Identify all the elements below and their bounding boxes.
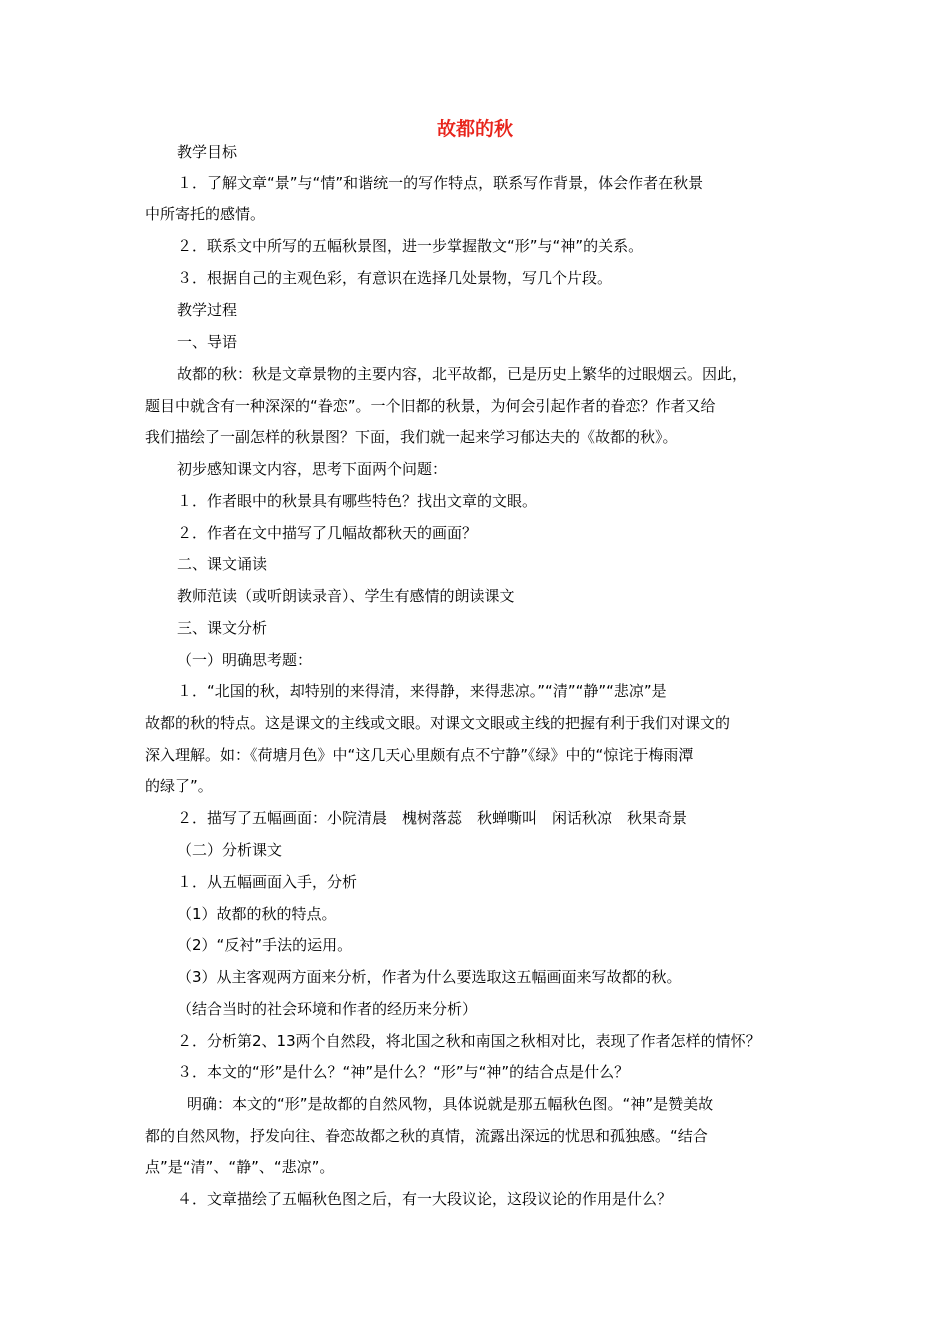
text-line: 故都的秋的特点。这是课文的主线或文眼。对课文文眼或主线的把握有利于我们对课文的	[145, 714, 731, 732]
text-line: 初步感知课文内容，思考下面两个问题：	[177, 460, 448, 478]
text-line: 都的自然风物，抒发向往、眷恋故都之秋的真情，流露出深远的忧思和孤独感。“结合	[145, 1127, 708, 1145]
section-heading: 教学过程	[177, 301, 238, 319]
text-line: （结合当时的社会环境和作者的经历来分析）	[177, 1000, 478, 1018]
text-line: 中所寄托的感情。	[145, 205, 266, 223]
text-line: ２．联系文中所写的五幅秋景图，进一步掌握散文“形”与“神”的关系。	[177, 237, 644, 255]
text-line: 教学目标	[177, 143, 238, 161]
text-line: ３．本文的“形”是什么？“神”是什么？“形”与“神”的结合点是什么？	[177, 1063, 630, 1081]
text-line: 深入理解。如：《荷塘月色》中“这几天心里颇有点不宁静”《绿》中的“惊诧于梅雨潭	[145, 746, 694, 764]
text-line: （二）分析课文	[177, 841, 283, 859]
text-line: （3）从主客观两方面来分析，作者为什么要选取这五幅画面来写故都的秋。	[177, 968, 682, 986]
text-line: （2）“反衬”手法的运用。	[177, 936, 353, 954]
text-line: ２．描写了五幅画面：小院清晨 槐树落蕊 秋蝉嘶叫 闲话秋凉 秋果奇景	[177, 809, 688, 827]
section-heading: 二、课文诵读	[177, 555, 268, 573]
text-line: 我们描绘了一副怎样的秋景图？下面，我们就一起来学习郁达夫的《故都的秋》。	[145, 428, 678, 446]
section-heading: 一、导语	[177, 333, 238, 351]
text-line: １．作者眼中的秋景具有哪些特色？找出文章的文眼。	[177, 492, 538, 510]
document-title: 故都的秋	[436, 118, 513, 140]
text-line: ２．作者在文中描写了几幅故都秋天的画面？	[177, 524, 478, 542]
text-line: １．从五幅画面入手，分析	[177, 873, 358, 891]
text-line: １．了解文章“景”与“情”和谐统一的写作特点，联系写作背景，体会作者在秋景	[177, 174, 704, 192]
text-line: ３．根据自己的主观色彩，有意识在选择几处景物，写几个片段。	[177, 269, 613, 287]
text-line: 明确：本文的“形”是故都的自然风物，具体说就是那五幅秋色图。“神”是赞美故	[187, 1095, 714, 1113]
text-line: ４．文章描绘了五幅秋色图之后，有一大段议论，这段议论的作用是什么？	[177, 1190, 673, 1208]
text-line: 故都的秋：秋是文章景物的主要内容，北平故都，已是历史上繁华的过眼烟云。因此，	[177, 365, 748, 383]
text-line: 教师范读（或听朗读录音）、学生有感情的朗读课文	[177, 587, 515, 605]
text-line: 的绿了”。	[145, 777, 213, 795]
text-line: ２．分析第2、13两个自然段，将北国之秋和南国之秋相对比，表现了作者怎样的情怀？	[177, 1032, 761, 1050]
text-line: 点”是“清”、“静”、“悲凉”。	[145, 1158, 335, 1176]
text-line: （1）故都的秋的特点。	[177, 905, 337, 923]
text-line: １．“北国的秋，却特别的来得清，来得静，来得悲凉。”“清”“静”“悲凉”是	[177, 682, 667, 700]
text-line: （一）明确思考题：	[177, 651, 313, 669]
text-line: 题目中就含有一种深深的“眷恋”。一个旧都的秋景，为何会引起作者的眷恋？作者又给	[145, 397, 716, 415]
section-heading: 三、课文分析	[177, 619, 268, 637]
